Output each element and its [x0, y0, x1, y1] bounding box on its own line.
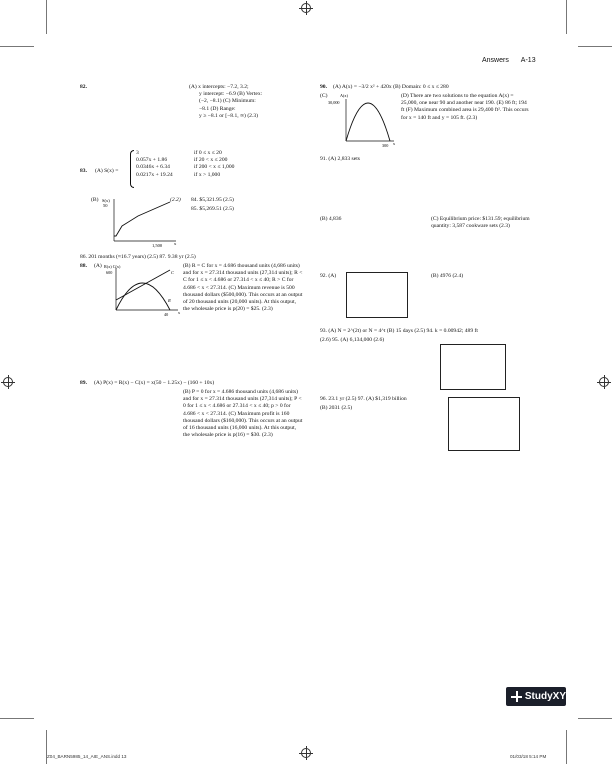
graph-label: (A)	[94, 263, 102, 269]
answer-line: (−2, −8.1) (C) Minimum:	[199, 98, 256, 105]
x-max-label: 1,500	[152, 243, 163, 248]
section-ref: (2.2)	[170, 197, 181, 203]
answer-line: (A) x intercepts: −7.2, 3.2;	[189, 84, 249, 90]
crop-mark	[578, 718, 612, 719]
figure-placeholder	[448, 397, 520, 451]
answer-91-c: (C) Equilibrium price: $131.59; equilibrium quantity: 3,587 cookware sets (2.3)	[431, 216, 530, 230]
footer-date: 01/03/18 5:14 PM	[510, 754, 547, 759]
graph-90	[326, 91, 398, 149]
case-expr: 0.057x + 1.86	[136, 157, 168, 164]
answer-97-b: (B) 2031 (2.5)	[320, 405, 353, 411]
y-max-label: 50	[103, 203, 108, 208]
running-header	[482, 57, 536, 64]
answer-line: y intercept: −6.9 (B) Vertex:	[199, 91, 263, 98]
case-expr: 3	[136, 150, 139, 156]
answer-91-a: 91. (A) 2,833 sets	[320, 156, 360, 162]
revenue-label: R	[168, 298, 171, 303]
case-expr: 0.0346x + 6.34	[136, 164, 170, 171]
case-cond: if 20 < x ≤ 200	[194, 157, 228, 164]
graph-83	[100, 196, 180, 248]
answer-89-a: (A) P(x) = R(x) − C(x) = x(50 − 1.25x) − (160 + 10x)	[94, 380, 215, 386]
answer-88-bc: (B) R = C for x = 4.686 thousand units (4,686 units) and for x = 27.314 thousand units (27,314 units); R < C for 1 ≤ x < 4.686 or 27.314 < x ≤ 40; R > C for 4.686 < x < 27.314. (C) Maximum revenue is 500 thousand dollars ($500,000). This occurs at an output of 20 thousand units (20,000 units). At this output, the wholesale price is p(20) = $25. (2.3)	[183, 263, 303, 313]
answer-91-b: (B) 4,836	[320, 216, 342, 222]
answer-92-a: 92. (A)	[320, 273, 337, 279]
x-max-label: 300	[382, 143, 389, 148]
section-title: Answers	[482, 57, 509, 64]
answer-95: (2.6) 95. (A) 6,134,000 (2.6)	[320, 337, 385, 343]
crop-mark	[566, 0, 567, 34]
figure-placeholder	[346, 272, 408, 318]
answer-85: 85. $5,269.51 (2.5)	[191, 206, 234, 212]
cost-line	[116, 270, 170, 300]
cost-curve	[114, 202, 170, 236]
crop-mark	[0, 718, 34, 719]
logo-text: StudyXY	[524, 691, 566, 702]
revenue-curve	[116, 283, 170, 310]
problem-number: 88.	[80, 263, 87, 269]
crop-mark	[578, 46, 612, 47]
answer-82	[189, 84, 262, 120]
case-cond: if x > 1,000	[194, 171, 221, 178]
brace-icon	[130, 150, 134, 188]
answer-96-97: 96. 23.1 yr (2.5) 97. (A) $1,319 billion	[320, 396, 407, 402]
answer-84: 84. $5,321.95 (2.5)	[191, 197, 234, 203]
area-curve	[346, 103, 390, 141]
case-cond: if 0 ≤ x ≤ 20	[194, 150, 222, 156]
answer-93-94: 93. (A) N = 2^(2t) or N = 4^t (B) 15 days (2.5) 94. k = 0.00942; 489 ft	[320, 328, 478, 334]
y-axis-label: R(x) C(x)	[104, 264, 121, 269]
y-axis-label: A(x)	[340, 93, 348, 98]
case-expr: 0.0217x + 19.24	[136, 171, 173, 178]
piecewise-label: (A) S(x) =	[95, 168, 119, 174]
x-axis-label: x	[174, 241, 177, 246]
registration-mark-icon	[301, 748, 311, 758]
page-number: A-13	[520, 57, 536, 64]
x-axis-label: x	[178, 310, 181, 315]
y-axis-label: S(x)	[102, 198, 110, 203]
piecewise-cases	[136, 150, 234, 179]
answer-90-def: (D) There are two solutions to the equation A(x) = 25,000, one near 90 and another near 190. (E) 86 ft; 194 ft (F) Maximum combined area is 29,400 ft². This occurs for x = 140 ft and y = 105 ft. (2.3)	[401, 93, 529, 121]
answer-86-87: 86. 201 months (≈16.7 years) (2.5) 87. 9.38 yr (2.5)	[80, 254, 196, 260]
plus-icon	[511, 691, 522, 702]
answer-90-ab: (A) A(x) = −3/2 x² + 420x (B) Domain: 0 ≤ x ≤ 280	[333, 84, 449, 90]
registration-mark-icon	[301, 3, 311, 13]
graph-label: (C)	[320, 93, 328, 99]
crop-mark	[46, 0, 47, 34]
crop-mark	[0, 46, 34, 47]
registration-mark-icon	[599, 377, 609, 387]
y-max-label: 600	[106, 270, 113, 275]
footer-file: Z04_BARN5985_14_AIE_ANS.indd 13	[47, 754, 127, 759]
cost-label: C	[171, 270, 175, 275]
studyxy-logo	[506, 687, 566, 706]
problem-number: 89.	[80, 380, 87, 386]
answer-line: −8.1 (D) Range:	[199, 105, 236, 112]
problem-number: 82.	[80, 84, 87, 90]
figure-placeholder	[440, 344, 506, 390]
y-max-label: 30,000	[328, 100, 340, 105]
x-axis-label: x	[393, 141, 396, 146]
answer-line: y ≥ −8.1 or [−8.1, ∞) (2.3)	[199, 112, 259, 119]
problem-number: 83.	[80, 168, 87, 174]
graph-label: (B)	[91, 197, 99, 203]
x-max-label: 40	[164, 312, 169, 317]
problem-number: 90.	[320, 84, 327, 90]
crop-mark	[566, 730, 567, 764]
answer-92-b: (B) 4976 (2.4)	[431, 273, 464, 279]
answer-89-bc: (B) P = 0 for x = 4.686 thousand units (4,686 units) and for x = 27.314 thousand units (27,314 units); P < 0 for 1 ≤ x < 4.686 or 27.314 < x ≤ 40; p > 0 for 4.686 < x < 27.314. (C) Maximum profit is 160 thousand dollars ($160,000). This occurs at an output of 16 thousand units (16,000 units). At this output, the wholesale price is p(16) = $30. (2.3)	[183, 389, 303, 439]
case-cond: if 200 < x ≤ 1,000	[194, 164, 235, 171]
registration-mark-icon	[3, 377, 13, 387]
graph-88	[104, 262, 184, 322]
